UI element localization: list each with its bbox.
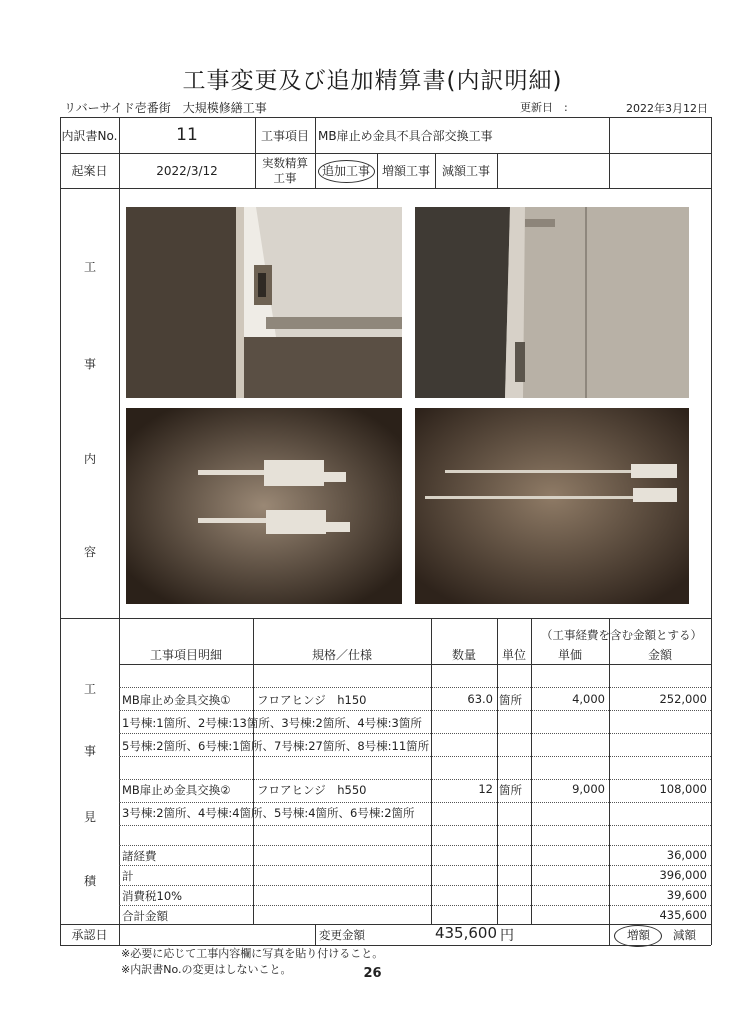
table-row-qty: 63.0 — [467, 692, 493, 706]
type-increase[interactable]: 増額工事 — [381, 164, 430, 178]
col-header-amount: 金額 — [647, 648, 672, 662]
summary-amount-tax: 39,600 — [666, 888, 707, 902]
col-header-price: 単価 — [557, 648, 582, 662]
table-row-unit: 箇所 — [499, 783, 522, 797]
table-row-detail: 3号棟:2箇所、4号棟:4箇所、5号棟:4箇所、6号棟:2箇所 — [122, 806, 415, 820]
updated-date: 2022年3月12日 — [626, 102, 708, 115]
table-row-amount: 252,000 — [659, 692, 707, 706]
col-header-qty: 数量 — [451, 648, 476, 662]
approval-date-label: 承認日 — [71, 928, 108, 942]
col-header-spec: 規格／仕様 — [311, 648, 372, 662]
change-amount-label: 変更金額 — [319, 928, 365, 942]
table-row-price: 9,000 — [572, 782, 605, 796]
work-item-label: 工事項目 — [260, 128, 309, 143]
table-row-price: 4,000 — [572, 692, 605, 706]
summary-amount-expenses: 36,000 — [666, 848, 707, 862]
summary-label-subtotal: 計 — [122, 869, 134, 883]
col-header-item: 工事項目明細 — [149, 648, 222, 662]
settlement-label-line1: 実数精算 — [262, 155, 308, 170]
content-label-4: 容 — [84, 545, 97, 559]
table-row-detail: 5号棟:2箇所、6号棟:1箇所、7号棟:27箇所、8号棟:11箇所 — [122, 739, 430, 753]
page-number: 26 — [363, 966, 382, 981]
estimate-label-3: 見 — [84, 810, 97, 824]
draft-date-value: 2022/3/12 — [156, 163, 218, 178]
increase-option[interactable]: 増額 — [627, 928, 650, 942]
table-row-unit: 箇所 — [499, 693, 522, 707]
work-item-value: MB扉止め金具不具合部交換工事 — [318, 128, 493, 143]
estimate-label-2: 事 — [84, 744, 97, 758]
table-row-amount: 108,000 — [659, 782, 707, 796]
table-row-spec: フロアヒンジ h550 — [257, 783, 367, 797]
change-amount-value: 435,600 — [434, 924, 497, 942]
draft-date-label: 起案日 — [71, 164, 108, 178]
content-label-2: 事 — [84, 357, 97, 371]
photo-door-opening — [126, 207, 402, 398]
table-row-qty: 12 — [478, 782, 493, 796]
decrease-option[interactable]: 減額 — [673, 928, 696, 942]
col-header-unit: 単位 — [501, 648, 526, 662]
page-title: 工事変更及び追加精算書(内訳明細) — [182, 68, 563, 94]
type-additional[interactable]: 追加工事 — [321, 164, 370, 178]
table-row-item: MB扉止め金具交換① — [122, 693, 231, 707]
photo-hinge-brackets — [126, 408, 402, 604]
summary-amount-total: 435,600 — [659, 908, 707, 922]
selected-increase-circle — [614, 925, 662, 947]
note-no-change: ※内訳書No.の変更はしないこと。 — [121, 963, 292, 976]
project-name: リバーサイド壱番街 大規模修繕工事 — [64, 101, 267, 115]
settlement-label-line2: 工事 — [273, 170, 297, 185]
breakdown-no-label: 内訳書No. — [61, 128, 118, 143]
estimate-note: （工事経費を含む金額とする） — [541, 628, 702, 642]
summary-label-expenses: 諸経費 — [122, 849, 157, 863]
updated-label: 更新日 : — [520, 101, 568, 114]
table-row-detail: 1号棟:1箇所、2号棟:13箇所、3号棟:2箇所、4号棟:3箇所 — [122, 716, 422, 730]
estimate-label-1: 工 — [84, 682, 97, 696]
table-row-spec: フロアヒンジ h150 — [257, 693, 367, 707]
breakdown-no-value: 11 — [176, 125, 198, 145]
summary-amount-subtotal: 396,000 — [659, 868, 707, 882]
selected-type-circle — [318, 160, 375, 183]
note-photo: ※必要に応じて工事内容欄に写真を貼り付けること。 — [121, 947, 384, 960]
estimate-label-4: 積 — [84, 874, 97, 888]
content-label-3: 内 — [84, 452, 97, 466]
summary-label-total: 合計金額 — [122, 909, 168, 923]
type-decrease[interactable]: 減額工事 — [441, 164, 490, 178]
table-row-item: MB扉止め金具交換② — [122, 783, 231, 797]
yen-label: 円 — [500, 928, 514, 944]
summary-label-tax: 消費税10% — [122, 889, 183, 903]
photo-hinge-rods — [415, 408, 689, 604]
photo-door-corner — [415, 207, 689, 398]
content-label-1: 工 — [84, 260, 97, 274]
settlement-label — [255, 153, 315, 188]
